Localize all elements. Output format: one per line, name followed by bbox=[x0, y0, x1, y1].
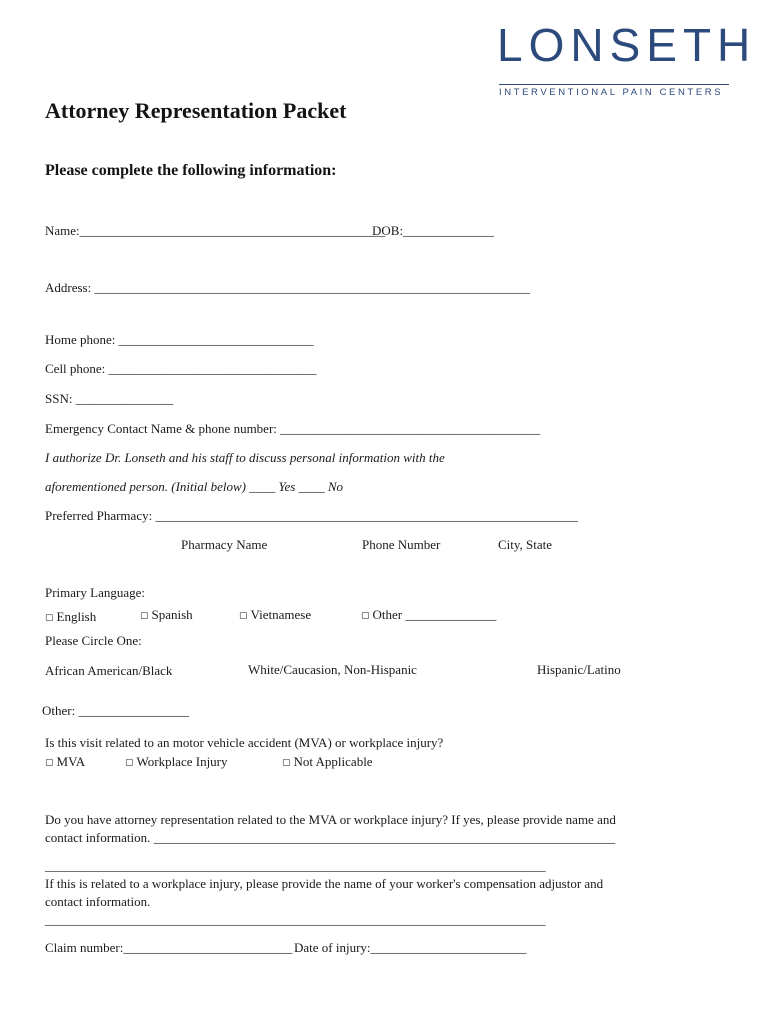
language-option-vietnamese[interactable]: ▢ Vietnamese bbox=[239, 607, 312, 622]
emergency-contact-field[interactable]: Emergency Contact Name & phone number: ________________________________________ bbox=[45, 421, 541, 436]
authorize-text-line2[interactable]: aforementioned person. (Initial below) ____ Yes ____ No bbox=[45, 479, 344, 494]
name-field[interactable]: Name:_______________________________________________ bbox=[45, 223, 386, 238]
checkbox-icon[interactable]: ▢ bbox=[282, 757, 291, 767]
workers-comp-contact-line[interactable]: _____________________________________________________________________________ bbox=[45, 912, 546, 927]
phone-number-caption: Phone Number bbox=[362, 537, 441, 552]
primary-language-label: Primary Language: bbox=[45, 585, 145, 600]
logo-rule bbox=[499, 84, 729, 85]
attorney-question: Do you have attorney representation related to the MVA or workplace injury? If yes, please provide name and bbox=[45, 812, 616, 827]
address-field[interactable]: Address: ___________________________________________________________________ bbox=[45, 280, 530, 295]
language-option-other[interactable]: ▢ Other ______________ bbox=[361, 607, 497, 622]
language-option-spanish[interactable]: ▢ Spanish bbox=[140, 607, 193, 622]
ssn-field[interactable]: SSN: _______________ bbox=[45, 391, 174, 406]
dob-field[interactable]: DOB:______________ bbox=[372, 223, 495, 238]
attorney-contact-line[interactable]: _____________________________________________________________________________ bbox=[45, 858, 546, 873]
visit-option-workplace-injury[interactable]: ▢ Workplace Injury bbox=[125, 754, 228, 769]
visit-question: Is this visit related to an motor vehicle accident (MVA) or workplace injury? bbox=[45, 735, 444, 750]
ethnicity-option-white[interactable]: White/Caucasion, Non-Hispanic bbox=[248, 662, 417, 677]
date-of-injury-field[interactable]: Date of injury:________________________ bbox=[294, 940, 527, 955]
logo-wordmark: LONSETH bbox=[497, 19, 757, 71]
checkbox-icon[interactable]: ▢ bbox=[45, 612, 54, 622]
checkbox-icon[interactable]: ▢ bbox=[125, 757, 134, 767]
claim-number-field[interactable]: Claim number:__________________________ bbox=[45, 940, 293, 955]
circle-one-label: Please Circle One: bbox=[45, 633, 142, 648]
ethnicity-option-african-american[interactable]: African American/Black bbox=[45, 663, 173, 678]
pharmacy-name-caption: Pharmacy Name bbox=[181, 537, 268, 552]
cell-phone-field[interactable]: Cell phone: ________________________________ bbox=[45, 361, 317, 376]
preferred-pharmacy-field[interactable]: Preferred Pharmacy: _________________________________________________________________ bbox=[45, 508, 578, 523]
language-option-english[interactable]: ▢ English bbox=[45, 609, 97, 624]
checkbox-icon[interactable]: ▢ bbox=[361, 610, 370, 620]
logo-tagline: INTERVENTIONAL PAIN CENTERS bbox=[499, 87, 724, 98]
page-subtitle: Please complete the following information: bbox=[45, 162, 337, 179]
workers-comp-question: If this is related to a workplace injury, please provide the name of your worker's compensation adjustor and bbox=[45, 876, 604, 891]
city-state-caption: City, State bbox=[498, 537, 553, 552]
ethnicity-option-hispanic[interactable]: Hispanic/Latino bbox=[537, 662, 621, 677]
authorize-text-line1: I authorize Dr. Lonseth and his staff to discuss personal information with the bbox=[45, 450, 445, 465]
visit-option-not-applicable[interactable]: ▢ Not Applicable bbox=[282, 754, 373, 769]
workers-comp-contact-label: contact information. bbox=[45, 894, 151, 909]
ethnicity-other-field[interactable]: Other: _________________ bbox=[42, 703, 189, 718]
checkbox-icon[interactable]: ▢ bbox=[239, 610, 248, 620]
page-title: Attorney Representation Packet bbox=[45, 98, 347, 123]
checkbox-icon[interactable]: ▢ bbox=[45, 757, 54, 767]
home-phone-field[interactable]: Home phone: ______________________________ bbox=[45, 332, 314, 347]
checkbox-icon[interactable]: ▢ bbox=[140, 610, 149, 620]
attorney-contact-field[interactable]: contact information. _______________________________________________________________________ bbox=[45, 830, 616, 845]
visit-option-mva[interactable]: ▢ MVA bbox=[45, 754, 86, 769]
